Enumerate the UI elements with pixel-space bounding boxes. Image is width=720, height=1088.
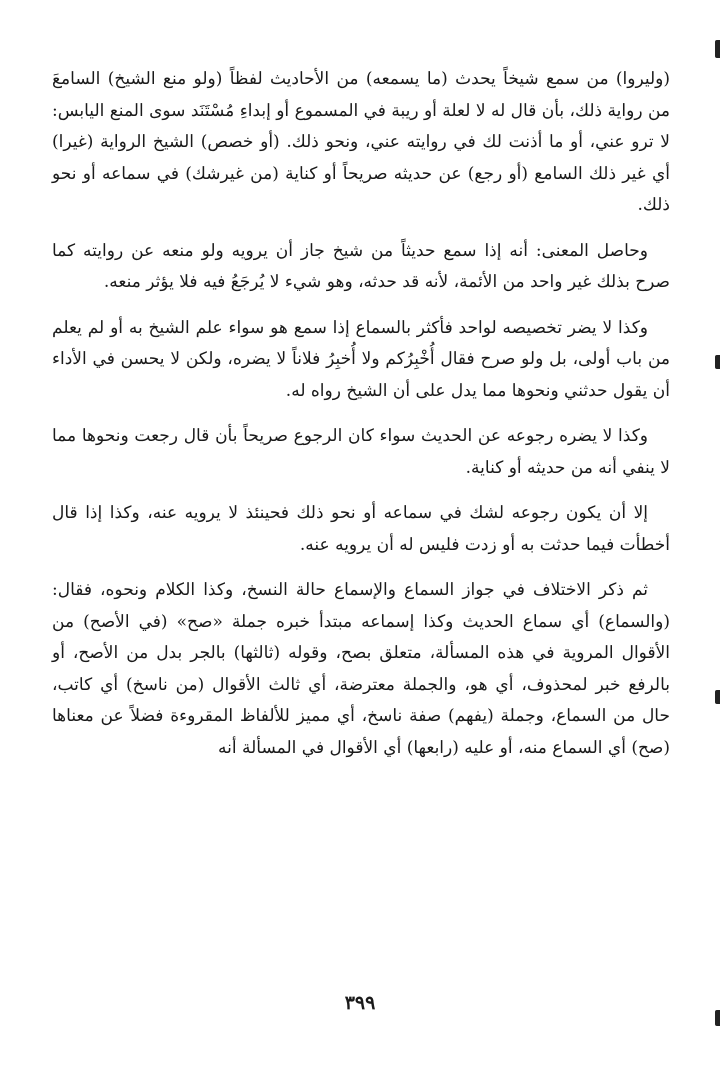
scan-edge-mark-middle bbox=[715, 355, 720, 369]
body-text bbox=[52, 64, 670, 778]
scan-edge-mark-lower bbox=[715, 690, 720, 704]
paragraph-2: وحاصل المعنى: أنه إذا سمع حديثاً من شيخ جاز أن يرويه ولو منعه عن روايته كما صرح بذلك غير واحد من الأئمة، لأنه قد حدثه، وهو شيء لا يُرجَعُ فيه فلا يؤثر منعه. bbox=[52, 240, 670, 292]
paragraph-6: ثم ذكر الاختلاف في جواز السماع والإسماع حالة النسخ، وكذا الكلام ونحوه، فقال: (والسماع) أي سماع الحديث وكذا إسماعه مبتدأ خبره جملة «صح» (في الأصح) من الأقوال المروية في هذه المسألة، متعلق بصح، وقوله (ثالثها) بالجر بدل من الأصح، أو بالرفع خبر لمحذوف، أي هو، والجملة معترضة، أي ثالث الأقوال (من ناسخ) أي كاتب، حال من السماع، وجملة (يفهم) صفة ناسخ، أي مميز للألفاظ المقروءة فضلاً عن معناها (صح) أي السماع منه، أو عليه (رابعها) أي الأقوال في المسألة أنه bbox=[52, 580, 670, 758]
scan-edge-mark-bottom bbox=[715, 1010, 720, 1026]
scan-edge-mark-top bbox=[715, 40, 720, 58]
paragraph-3: وكذا لا يضر تخصيصه لواحد فأكثر بالسماع إذا سمع هو سواء علم الشيخ به أو لم يعلم من باب أولى، بل ولو صرح فقال أُخْبِرُكم ولا أُخبِرُ فلاناً لا يضره، ولكن لا يحسن في الأداء أن يقول حدثني ونحوها مما يدل على أن الشيخ رواه له. bbox=[52, 317, 670, 401]
paragraph-4: وكذا لا يضره رجوعه عن الحديث سواء كان الرجوع صريحاً بأن قال رجعت ونحوها مما لا ينفي أنه من حديثه أو كناية. bbox=[52, 426, 670, 478]
paragraph-1: (وليروا) من سمع شيخاً يحدث (ما يسمعه) من الأحاديث لفظاً (ولو منع الشيخ) السامعَ من رواية ذلك، بأن قال له لا لعلة أو ريبة في المسموع أو إبداءِ مُسْتَنَد سوى المنع اليابس: لا ترو عني، أو ما أذنت لك في روايته عني، ونحو ذلك. (أو خصص) الشيخ الرواية (غيرا) أي غير ذلك السامع (أو رجع) عن حديثه صريحاً أو كناية (من غيرشك) في سماعه أو نحو ذلك. bbox=[52, 69, 670, 215]
paragraph-5: إلا أن يكون رجوعه لشك في سماعه أو نحو ذلك فحينئذ لا يرويه عنه، وكذا إذا قال أخطأت فيما حدثت به أو زدت فليس له أن يرويه عنه. bbox=[52, 503, 670, 555]
page-number: ٣٩٩ bbox=[344, 992, 376, 1014]
